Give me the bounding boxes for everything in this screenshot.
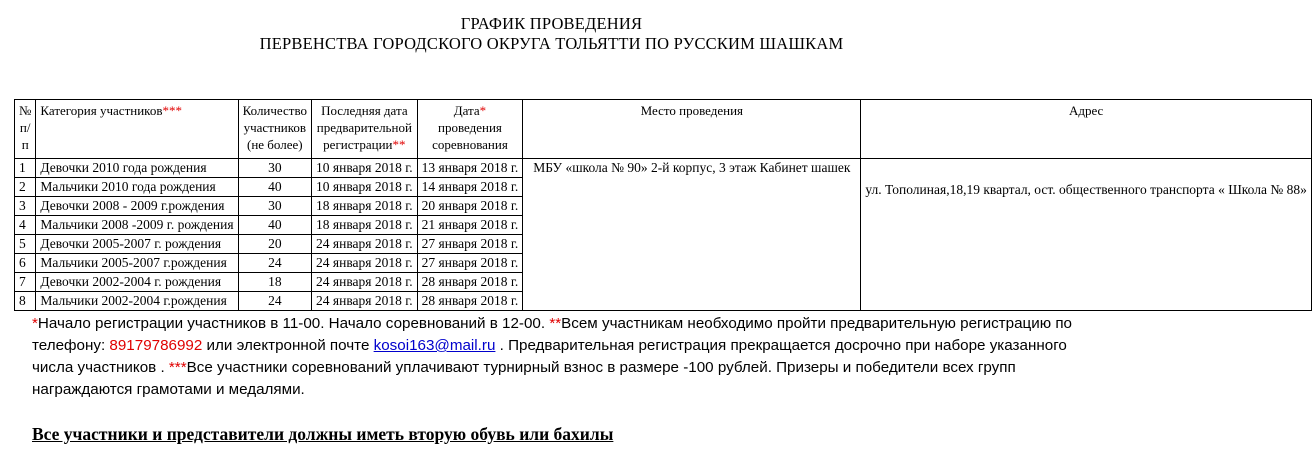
table-row — [15, 159, 1312, 178]
title-line-2: ПЕРВЕНСТВА ГОРОДСКОГО ОКРУГА ТОЛЬЯТТИ ПО РУССКИМ ШАШКАМ — [259, 34, 844, 53]
footnote-mark-2: ** — [549, 315, 562, 332]
schedule-table — [14, 99, 1312, 311]
row-category-cell: Девочки 2010 года рождения — [36, 159, 238, 178]
row-count-cell: 18 — [238, 273, 311, 292]
row-num-cell: 5 — [15, 235, 36, 254]
table-header-row — [15, 100, 1312, 159]
row-num-cell: 1 — [15, 159, 36, 178]
row-regdate-cell: 24 января 2018 г. — [312, 235, 418, 254]
row-date-cell: 13 января 2018 г. — [417, 159, 523, 178]
row-num-cell: 2 — [15, 178, 36, 197]
row-date-cell: 14 января 2018 г. — [417, 178, 523, 197]
row-regdate-cell: 24 января 2018 г. — [312, 254, 418, 273]
row-category-cell: Мальчики 2010 года рождения — [36, 178, 238, 197]
row-category-cell: Девочки 2005-2007 г. рождения — [36, 235, 238, 254]
row-regdate-cell: 10 января 2018 г. — [312, 159, 418, 178]
row-count-cell: 40 — [238, 178, 311, 197]
footnote-text-3: или электронной почте — [202, 337, 374, 354]
page-title — [0, 14, 1103, 54]
place-cell: МБУ «школа № 90» 2-й корпус, 3 этаж Кабинет шашек — [523, 159, 861, 311]
footer-notes — [32, 313, 1072, 401]
row-num-cell: 7 — [15, 273, 36, 292]
footnote-text-1: Начало регистрации участников в 11-00. Начало соревнований в 12-00. — [37, 315, 550, 332]
row-regdate-cell: 10 января 2018 г. — [312, 178, 418, 197]
row-num-cell: 4 — [15, 216, 36, 235]
email-link[interactable]: kosoi163@mail.ru — [373, 337, 496, 354]
footnote-mark-1: * — [32, 315, 38, 332]
header-regdate: Последняя дата предварительной регистрации** — [312, 100, 418, 159]
header-category: Категория участников*** — [36, 100, 238, 159]
row-date-cell: 20 января 2018 г. — [417, 197, 523, 216]
title-line-1: ГРАФИК ПРОВЕДЕНИЯ — [460, 14, 643, 33]
row-num-cell: 8 — [15, 292, 36, 311]
row-regdate-cell: 18 января 2018 г. — [312, 216, 418, 235]
row-date-cell: 21 января 2018 г. — [417, 216, 523, 235]
footnote-text-5: Все участники соревнований уплачивают турнирный взнос в размере -100 рублей. Призеры и победители всех групп награждаются грамотами и медалями. — [32, 359, 1016, 398]
footnote-text-4: . Предварительная регистрация прекращается досрочно при наборе указанного числа участников . — [32, 337, 1067, 376]
shoes-note: Все участники и представители должны иметь вторую обувь или бахилы — [32, 424, 614, 444]
row-category-cell: Мальчики 2002-2004 г.рождения — [36, 292, 238, 311]
address-cell: ул. Тополиная,18,19 квартал, ост. общественного транспорта « Школа № 88» — [861, 159, 1311, 311]
row-category-cell: Девочки 2002-2004 г. рождения — [36, 273, 238, 292]
phone-number: 89179786992 — [109, 337, 203, 354]
row-regdate-cell: 24 января 2018 г. — [312, 292, 418, 311]
header-place: Место проведения — [523, 100, 861, 159]
row-count-cell: 24 — [238, 292, 311, 311]
row-num-cell: 6 — [15, 254, 36, 273]
row-category-cell: Девочки 2008 - 2009 г.рождения — [36, 197, 238, 216]
header-num: № п/п — [15, 100, 36, 159]
row-count-cell: 20 — [238, 235, 311, 254]
row-count-cell: 30 — [238, 197, 311, 216]
row-num-cell: 3 — [15, 197, 36, 216]
row-date-cell: 28 января 2018 г. — [417, 273, 523, 292]
row-date-cell: 27 января 2018 г. — [417, 254, 523, 273]
row-date-cell: 28 января 2018 г. — [417, 292, 523, 311]
row-count-cell: 40 — [238, 216, 311, 235]
row-count-cell: 30 — [238, 159, 311, 178]
footnote-mark-3: *** — [168, 359, 187, 376]
row-category-cell: Мальчики 2005-2007 г.рождения — [36, 254, 238, 273]
row-category-cell: Мальчики 2008 -2009 г. рождения — [36, 216, 238, 235]
row-count-cell: 24 — [238, 254, 311, 273]
header-count: Количество участников (не более) — [238, 100, 311, 159]
row-regdate-cell: 24 января 2018 г. — [312, 273, 418, 292]
header-date: Дата* проведения соревнования — [417, 100, 523, 159]
row-date-cell: 27 января 2018 г. — [417, 235, 523, 254]
footnote-text-2: Всем участникам необходимо пройти предварительную регистрацию по телефону: — [32, 315, 1072, 354]
row-regdate-cell: 18 января 2018 г. — [312, 197, 418, 216]
header-address: Адрес — [861, 100, 1311, 159]
